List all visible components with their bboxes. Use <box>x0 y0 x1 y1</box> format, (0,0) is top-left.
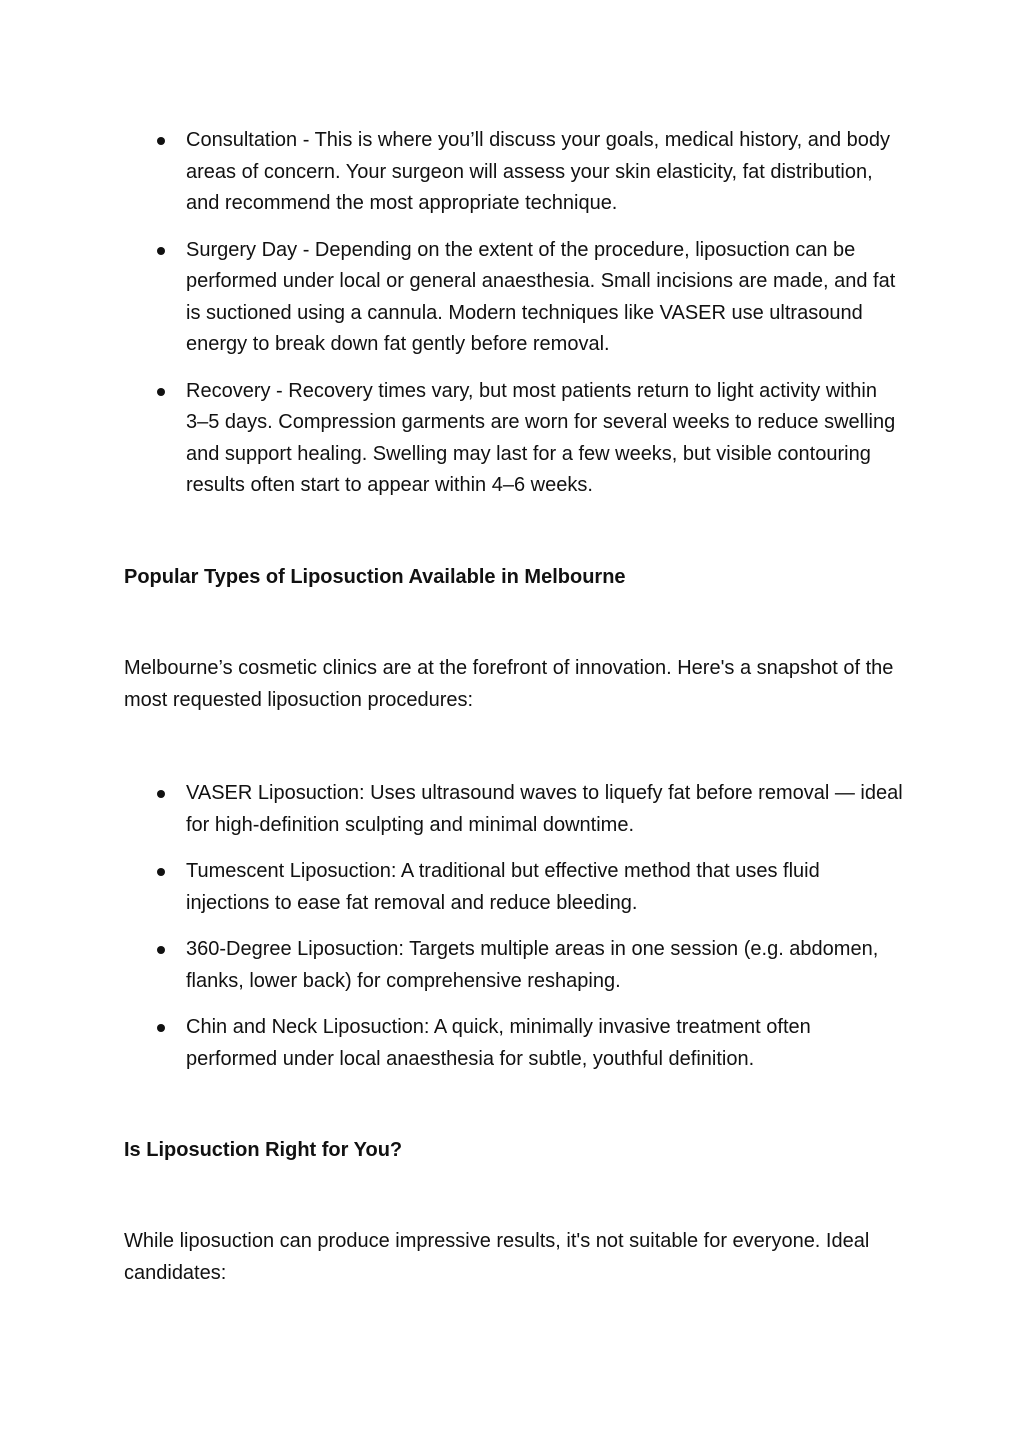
list-item-text: Surgery Day - Depending on the extent of the procedure, liposuction can be performed under local or general anaesthesia. Small incisions are made, and fat is suctioned using a cannula. Modern techniques like VASER use ultrasound energy to break down fat gently before removal. <box>186 238 896 355</box>
list-item <box>124 856 904 919</box>
steps-list <box>124 125 904 502</box>
right-for-you-intro-paragraph: While liposuction can produce impressive results, it's not suitable for everyone. Ideal candidates: <box>124 1230 870 1284</box>
bullet-icon <box>157 388 165 396</box>
bullet-icon <box>157 247 165 255</box>
list-item <box>124 778 904 841</box>
list-item-text: Tumescent Liposuction: A traditional but effective method that uses fluid injections to ease fat removal and reduce bleeding. <box>186 860 820 914</box>
list-item <box>124 934 904 997</box>
list-item-text: VASER Liposuction: Uses ultrasound waves to liquefy fat before removal — ideal for high-definition sculpting and minimal downtime. <box>186 782 903 836</box>
bullet-icon <box>157 946 165 954</box>
list-item <box>124 125 904 220</box>
bullet-icon <box>157 1024 165 1032</box>
list-item-text: Recovery - Recovery times vary, but most patients return to light activity within 3–5 days. Compression garments are worn for several weeks to reduce swelling and support healing. Swelling may last for a few weeks, but visible contouring results often start to appear within 4–6 weeks. <box>186 379 896 496</box>
section-heading-types: Popular Types of Liposuction Available in Melbourne <box>124 566 626 588</box>
bullet-icon <box>157 137 165 145</box>
types-list <box>124 778 904 1075</box>
types-intro-paragraph: Melbourne’s cosmetic clinics are at the forefront of innovation. Here's a snapshot of the most requested liposuction procedures: <box>124 657 894 711</box>
list-item <box>124 1012 904 1075</box>
list-item <box>124 235 904 361</box>
list-item-text: Chin and Neck Liposuction: A quick, minimally invasive treatment often performed under local anaesthesia for subtle, youthful definition. <box>186 1016 811 1070</box>
bullet-icon <box>157 790 165 798</box>
list-item <box>124 376 904 502</box>
list-item-text: Consultation - This is where you’ll discuss your goals, medical history, and body areas of concern. Your surgeon will assess your skin elasticity, fat distribution, and recommend the most appropriate technique. <box>186 129 891 214</box>
bullet-icon <box>157 868 165 876</box>
section-heading-right-for-you: Is Liposuction Right for You? <box>124 1139 403 1161</box>
list-item-text: 360-Degree Liposuction: Targets multiple areas in one session (e.g. abdomen, flanks, lower back) for comprehensive reshaping. <box>186 938 879 992</box>
